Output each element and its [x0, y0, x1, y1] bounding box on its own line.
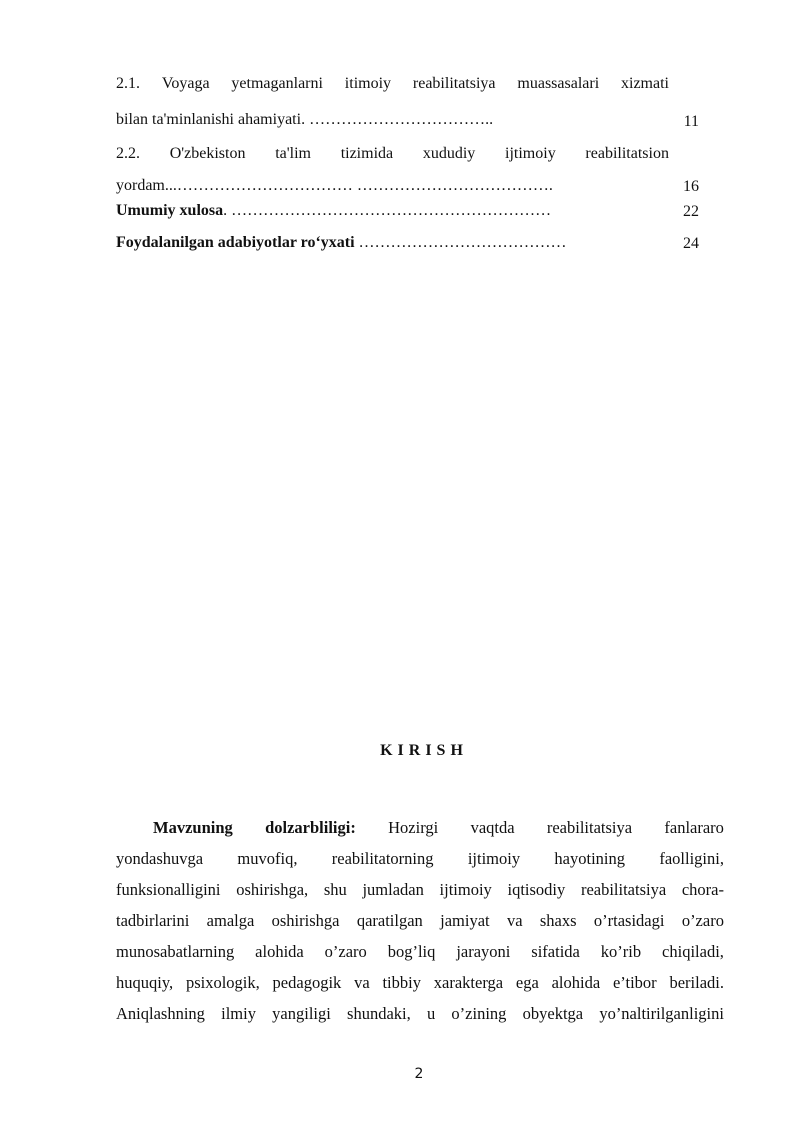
- paragraph-word: alohida: [255, 942, 304, 961]
- toc-entry-2-1-word: 2.1.: [116, 75, 140, 92]
- toc-entry-2-2-title-line1: [116, 145, 669, 163]
- toc-entry-2-2-word: ta'lim: [275, 145, 311, 162]
- paragraph-word: yondashuvga: [116, 849, 204, 868]
- toc-entry-conclusion-page: 22: [683, 203, 699, 220]
- paragraph-word: Aniqlashning: [116, 1004, 205, 1023]
- paragraph-word: va: [354, 973, 370, 992]
- paragraph-word: alohida: [551, 973, 601, 992]
- paragraph-word: reabilitatsiya: [546, 818, 633, 837]
- toc-entry-2-2-page: 16: [683, 178, 699, 195]
- toc-entry-2-2-word: 2.2.: [116, 145, 140, 162]
- paragraph-word: faolligini,: [659, 849, 724, 868]
- paragraph-word: hayotining: [554, 849, 625, 868]
- paragraph-word: jarayoni: [456, 942, 511, 961]
- paragraph-word: bog’liq: [387, 942, 436, 961]
- toc-entry-2-1: [116, 75, 669, 93]
- toc-entry-2-2: [116, 145, 669, 163]
- paragraph-word: o’rtasidagi: [593, 911, 665, 930]
- paragraph-line: [116, 998, 724, 1029]
- toc-conclusion-dots: . ……………………………………………………: [223, 202, 552, 219]
- paragraph-word: qaratilgan: [356, 911, 423, 930]
- toc-references-title: Foydalanilgan adabiyotlar ro‘yxati: [116, 234, 355, 251]
- paragraph-line: [116, 967, 724, 998]
- paragraph-word: ega: [515, 973, 539, 992]
- toc-entry-2-2-word: O'zbekiston: [169, 145, 246, 162]
- paragraph-word: o’zining: [451, 1004, 507, 1023]
- paragraph-word: reabilitatorning: [331, 849, 434, 868]
- toc-entry-references-page: 24: [683, 235, 699, 252]
- paragraph-word: u: [426, 1004, 436, 1023]
- paragraph-word: tadbirlarini: [116, 911, 190, 930]
- toc-entry-2-1-word: itimoiy: [344, 75, 392, 92]
- paragraph-word: o’zaro: [324, 942, 367, 961]
- paragraph-word: chiqiladi,: [662, 942, 724, 961]
- paragraph-word: obyektga: [522, 1004, 584, 1023]
- toc-entry-2-2-word: tizimida: [340, 145, 394, 162]
- paragraph-word: iqtisodiy: [507, 880, 566, 899]
- toc-references-dots: …………………………………: [354, 234, 567, 251]
- toc-entry-conclusion: [116, 202, 551, 220]
- paragraph-word: psixologik,: [185, 973, 260, 992]
- paragraph-word: oshirishga,: [236, 880, 309, 899]
- paragraph-word: e’tibor: [612, 973, 657, 992]
- toc-entry-2-2-word: ijtimoiy: [505, 145, 556, 162]
- paragraph-word: shaxs: [539, 911, 577, 930]
- toc-conclusion-title: Umumiy xulosa: [116, 202, 224, 219]
- paragraph-word: chora-: [681, 880, 724, 899]
- paragraph-word: ko’rib: [600, 942, 642, 961]
- paragraph-line: [116, 812, 724, 843]
- paragraph-word: Mavzuning: [153, 818, 233, 837]
- paragraph-word: pedagogik: [272, 973, 342, 992]
- paragraph-word: shundaki,: [347, 1004, 411, 1023]
- paragraph-line: [116, 843, 724, 874]
- paragraph-word: jumladan: [362, 880, 424, 899]
- paragraph-line: [116, 905, 724, 936]
- paragraph-word: sifatida: [531, 942, 580, 961]
- toc-entry-2-1-word: yetmaganlarni: [231, 75, 323, 92]
- paragraph-word: vaqtda: [470, 818, 515, 837]
- paragraph-word: reabilitatsiya: [580, 880, 667, 899]
- paragraph-word: funksionalligini: [116, 880, 221, 899]
- section-heading: KIRISH: [380, 742, 468, 759]
- paragraph-word: huquqiy,: [116, 973, 174, 992]
- toc-entry-2-1-word: muassasalari: [517, 75, 600, 92]
- toc-entry-2-1-page: 11: [683, 113, 699, 130]
- paragraph-line: [116, 874, 724, 905]
- paragraph-word: oshirishga: [271, 911, 340, 930]
- paragraph-word: beriladi.: [669, 973, 724, 992]
- toc-entry-references: [116, 234, 567, 252]
- toc-entry-2-1-word: xizmati: [621, 75, 669, 92]
- toc-entry-2-1-word: Voyaga: [161, 75, 210, 92]
- paragraph-word: shu: [323, 880, 347, 899]
- toc-entry-2-2-word: reabilitatsion: [585, 145, 669, 162]
- paragraph-word: munosabatlarning: [116, 942, 235, 961]
- paragraph-word: dolzarbliligi:: [265, 818, 356, 837]
- paragraph-word: xarakterga: [433, 973, 504, 992]
- toc-entry-2-1-word: reabilitatsiya: [412, 75, 496, 92]
- paragraph-word: o’zaro: [681, 911, 724, 930]
- paragraph-line: [116, 936, 724, 967]
- toc-entry-2-1-title-line2: bilan ta'minlanishi ahamiyati. ……………………………..: [116, 111, 494, 128]
- paragraph-word: Hozirgi: [388, 818, 439, 837]
- paragraph-word: ijtimoiy: [467, 849, 521, 868]
- page-number: 2: [414, 1066, 424, 1082]
- paragraph-word: ijtimoiy: [439, 880, 492, 899]
- paragraph-word: yo’naltirilganligini: [599, 1004, 724, 1023]
- paragraph-word: jamiyat: [440, 911, 490, 930]
- paragraph-word: muvofiq,: [237, 849, 298, 868]
- paragraph-word: amalga: [206, 911, 255, 930]
- paragraph-word: yangiligi: [272, 1004, 331, 1023]
- toc-entry-2-2-word: xududiy: [422, 145, 476, 162]
- paragraph-word: ilmiy: [221, 1004, 256, 1023]
- paragraph-word: va: [506, 911, 523, 930]
- paragraph-word: fanlararo: [664, 818, 724, 837]
- toc-entry-2-2-title-line2: yordam...…………………………… ……………………………….: [116, 177, 553, 194]
- intro-paragraph: [116, 812, 724, 1029]
- paragraph-word: tibbiy: [382, 973, 421, 992]
- toc-entry-2-1-title-line1: [116, 75, 669, 93]
